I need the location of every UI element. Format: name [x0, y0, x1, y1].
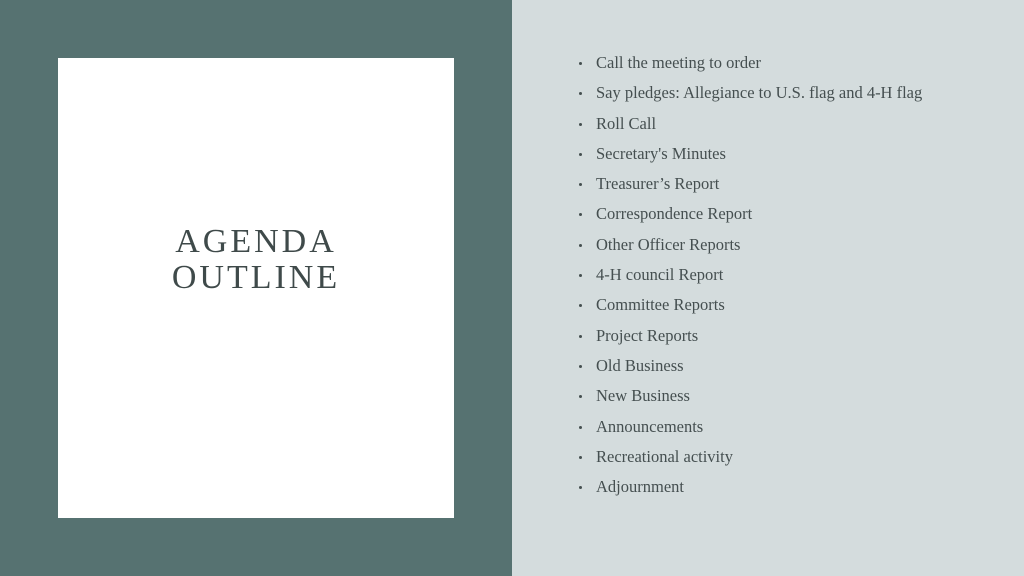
- title-line-2: OUTLINE: [171, 259, 341, 296]
- agenda-item-label: Treasurer’s Report: [596, 174, 720, 194]
- bullet-icon: [579, 456, 582, 459]
- agenda-item: [574, 321, 1014, 351]
- agenda-item: [574, 412, 1014, 442]
- bullet-icon: [579, 365, 582, 368]
- bullet-icon: [579, 335, 582, 338]
- agenda-item-label: 4-H council Report: [596, 265, 724, 285]
- bullet-icon: [579, 486, 582, 489]
- agenda-item: [574, 109, 1014, 139]
- slide-title: [172, 224, 340, 296]
- agenda-item-label: Say pledges: Allegiance to U.S. flag and 4-H flag: [596, 83, 923, 103]
- right-panel: [512, 0, 1024, 576]
- agenda-item: [574, 351, 1014, 381]
- agenda-item-label: Call the meeting to order: [596, 53, 761, 72]
- agenda-item-label: Adjournment: [596, 477, 684, 497]
- agenda-item-label: New Business: [596, 386, 690, 406]
- bullet-icon: [579, 395, 582, 398]
- agenda-list: [574, 48, 1014, 502]
- title-card: [58, 58, 454, 518]
- bullet-icon: [579, 426, 582, 429]
- bullet-icon: [579, 92, 582, 95]
- agenda-item: [574, 169, 1014, 199]
- title-line-1: AGENDA: [175, 223, 337, 260]
- agenda-item-label: Committee Reports: [596, 295, 725, 315]
- bullet-icon: [579, 123, 582, 126]
- bullet-icon: [579, 213, 582, 216]
- bullet-icon: [579, 244, 582, 247]
- agenda-item: [574, 230, 1014, 260]
- bullet-icon: [579, 304, 582, 307]
- agenda-item-label: Old Business: [596, 355, 684, 375]
- agenda-item: [574, 442, 1014, 472]
- agenda-item: [574, 381, 1014, 411]
- bullet-icon: [579, 183, 582, 186]
- agenda-item-label: Other Officer Reports: [596, 234, 741, 254]
- agenda-item-label: Roll Call: [596, 113, 657, 133]
- agenda-item-label: Project Reports: [596, 325, 699, 345]
- bullet-icon: [579, 274, 582, 277]
- agenda-item: [574, 139, 1014, 169]
- bullet-icon: [579, 62, 582, 65]
- agenda-item-label: Recreational activity: [596, 446, 733, 466]
- agenda-item: [574, 78, 1014, 108]
- agenda-item: [574, 472, 1014, 502]
- agenda-item-label: Secretary's Minutes: [596, 143, 726, 163]
- agenda-item: [574, 290, 1014, 320]
- agenda-item: [574, 260, 1014, 290]
- agenda-item-label: Announcements: [596, 416, 704, 436]
- agenda-item: [574, 199, 1014, 229]
- agenda-item-label: Correspondence Report: [596, 204, 753, 224]
- agenda-item: [574, 48, 1014, 78]
- bullet-icon: [579, 153, 582, 156]
